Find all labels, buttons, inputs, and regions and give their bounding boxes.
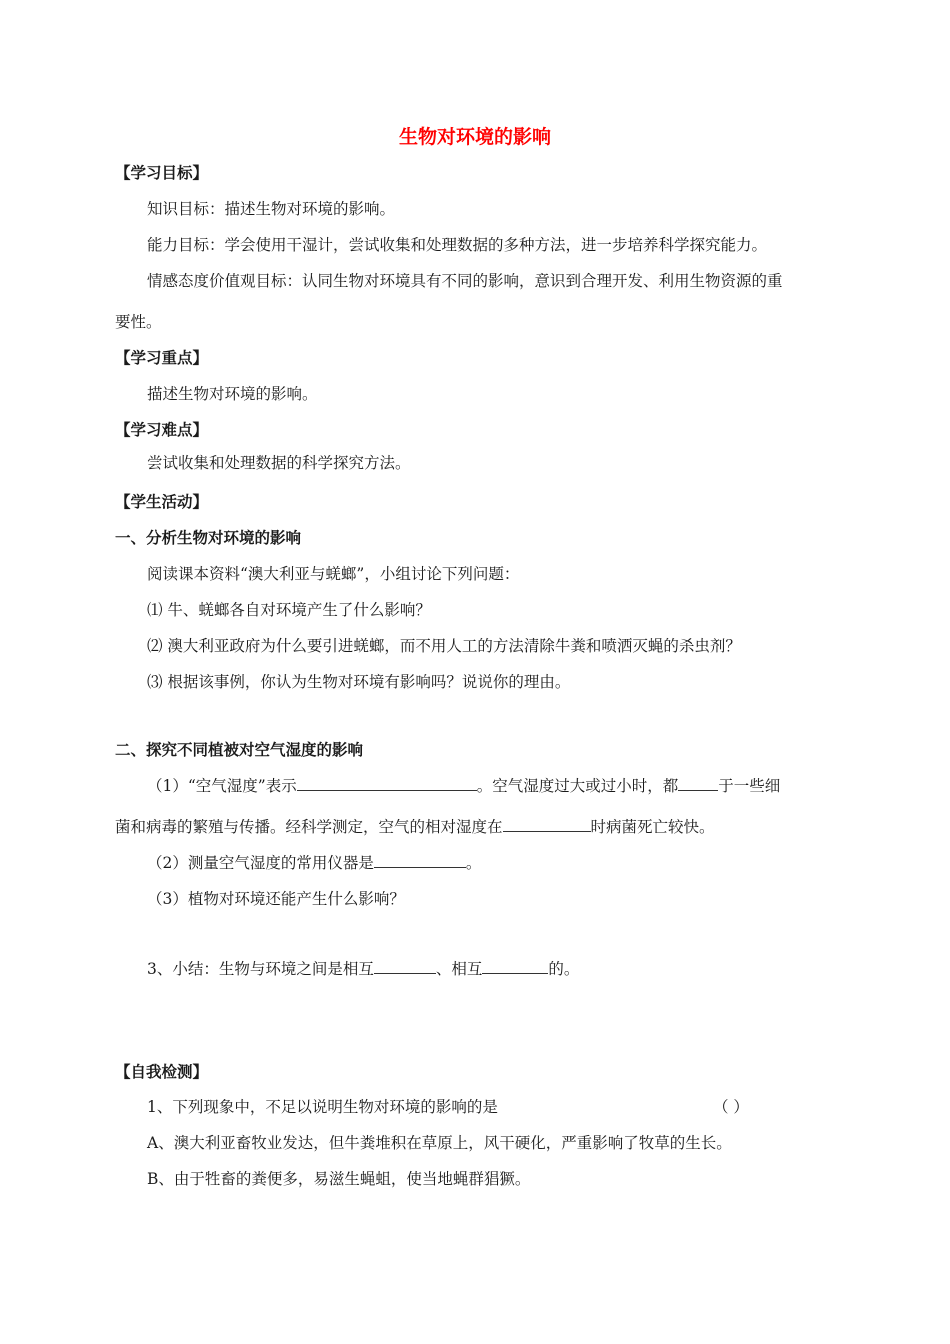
part1-heading: 一、分析生物对环境的影响: [115, 529, 302, 547]
part1-question-3: ⑶ 根据该事例，你认为生物对环境有影响吗？说说你的理由。: [147, 673, 571, 691]
q1-text-c: 于一些细: [718, 777, 781, 795]
difficulties-heading: 【学习难点】: [115, 421, 209, 439]
key-points-text: 描述生物对环境的影响。: [147, 385, 318, 403]
answer-parentheses[interactable]: （ ）: [713, 1098, 749, 1116]
objectives-heading: 【学习目标】: [115, 164, 209, 182]
q1-text-d: 菌和病毒的繁殖与传播。经科学测定，空气的相对湿度在: [115, 818, 503, 836]
option-a: A、澳大利亚畜牧业发达，但牛粪堆积在草原上，风干硬化，严重影响了牧草的生长。: [147, 1134, 732, 1152]
option-b: B、由于牲畜的粪便多，易滋生蝇蛆，使当地蝇群猖獗。: [147, 1170, 531, 1188]
summary-blank-2[interactable]: [482, 959, 548, 974]
self-test-heading: 【自我检测】: [115, 1063, 209, 1081]
page-title: 生物对环境的影响: [398, 126, 551, 148]
part2-question-1-line2: [115, 817, 715, 837]
summary-text-b: 、相互: [435, 960, 483, 978]
part1-question-2: ⑵ 澳大利亚政府为什么要引进蜣螂，而不用人工的方法清除牛粪和喷洒灭蝇的杀虫剂？: [147, 637, 741, 655]
q1-text-a: （1）“空气湿度”表示: [147, 777, 297, 795]
part2-question-3: （3）植物对环境还能产生什么影响？: [147, 890, 405, 908]
part2-question-1-line1: [147, 776, 780, 796]
self-test-question-1: 1、下列现象中，不足以说明生物对环境的影响的是: [147, 1098, 498, 1116]
summary-text-c: 的。: [548, 960, 580, 978]
effect-blank[interactable]: [678, 776, 718, 791]
q2-text-b: 。: [465, 854, 482, 872]
ability-objective: 能力目标：学会使用干湿计，尝试收集和处理数据的多种方法，进一步培养科学探究能力。: [147, 236, 768, 254]
summary-line: [147, 959, 579, 979]
activities-heading: 【学生活动】: [115, 493, 209, 511]
humidity-range-blank[interactable]: [503, 817, 591, 832]
key-points-heading: 【学习重点】: [115, 349, 209, 367]
instrument-blank[interactable]: [374, 853, 466, 868]
q2-text-a: （2）测量空气湿度的常用仪器是: [147, 854, 374, 872]
knowledge-objective: 知识目标：描述生物对环境的影响。: [147, 200, 396, 218]
difficulties-text: 尝试收集和处理数据的科学探究方法。: [147, 454, 411, 472]
part1-question-1: ⑴ 牛、蜣螂各自对环境产生了什么影响？: [147, 601, 431, 619]
part2-heading: 二、探究不同植被对空气湿度的影响: [115, 741, 364, 759]
q1-text-b: 。空气湿度过大或过小时，都: [476, 777, 679, 795]
emotion-objective-line1: 情感态度价值观目标：认同生物对环境具有不同的影响，意识到合理开发、利用生物资源的重: [147, 272, 783, 290]
part2-question-2: [147, 853, 481, 873]
summary-blank-1[interactable]: [374, 959, 436, 974]
part1-intro: 阅读课本资料“澳大利亚与蜣螂”，小组讨论下列问题：: [147, 565, 520, 583]
q1-text-e: 时病菌死亡较快。: [590, 818, 715, 836]
emotion-objective-line2: 要性。: [115, 313, 162, 331]
summary-text-a: 3、小结：生物与环境之间是相互: [147, 960, 374, 978]
humidity-meaning-blank[interactable]: [297, 776, 477, 791]
